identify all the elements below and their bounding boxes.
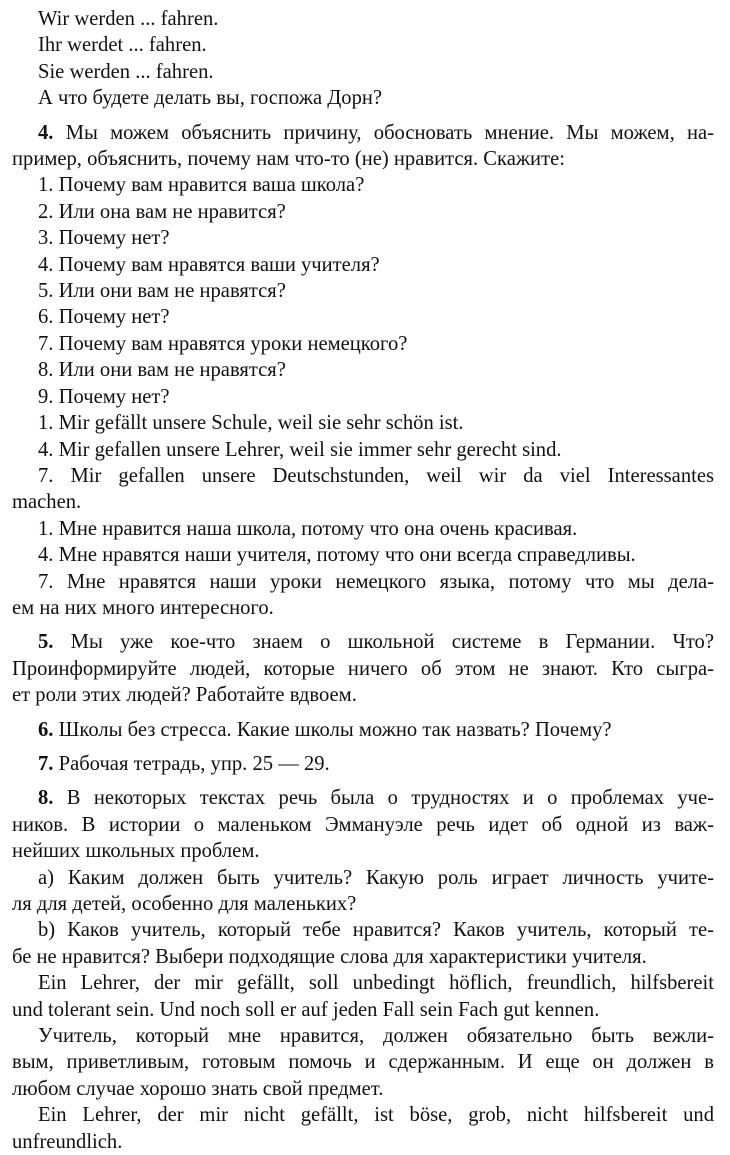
text-line: любом случае хорошо знать свой предмет. bbox=[12, 1077, 384, 1100]
text-line: Sie werden ... fahren. bbox=[38, 60, 214, 83]
exercise-7-line bbox=[12, 751, 714, 777]
answer-line: ем на них много интересного. bbox=[12, 596, 274, 619]
exercise-4-line bbox=[12, 120, 714, 146]
text-line: А что будете делать вы, госпожа Дорн? bbox=[38, 87, 383, 110]
answer-line: 7. Mir gefallen unsere Deutschstunden, weil wir da viel Interessantes bbox=[38, 464, 714, 487]
question-line: 6. Почему нет? bbox=[38, 306, 170, 329]
text-line: В некоторых текстах речь была о трудностях и о проблемах уче- bbox=[66, 787, 714, 810]
text-line: Ein Lehrer, der mir gefällt, soll unbedingt höflich, freundlich, hilfsbereit bbox=[38, 972, 714, 995]
text-line: b) Каков учитель, который тебе нравится? Каков учитель, который те- bbox=[38, 919, 714, 942]
exercise-number: 7. bbox=[38, 752, 54, 775]
exercise-6-line bbox=[12, 717, 714, 743]
answer-line: 4. Mir gefallen unsere Lehrer, weil sie immer sehr gerecht sind. bbox=[38, 438, 562, 461]
exercise-number: 6. bbox=[38, 718, 54, 741]
question-line: 2. Или она вам не нравится? bbox=[38, 200, 286, 223]
exercise-number: 4. bbox=[38, 121, 54, 144]
text-line: Учитель, который мне нравится, должен обязательно быть вежли- bbox=[38, 1025, 714, 1048]
question-line: 4. Почему вам нравятся ваши учителя? bbox=[38, 253, 380, 276]
answer-line: 4. Мне нравятся наши учителя, потому что они всегда справедливы. bbox=[38, 544, 636, 567]
answer-line: 1. Mir gefällt unsere Schule, weil sie sehr schön ist. bbox=[38, 412, 464, 435]
text-line: a) Каким должен быть учитель? Какую роль играет личность учите- bbox=[38, 866, 714, 889]
exercise-5-line bbox=[12, 629, 714, 655]
text-line: Проинформируйте людей, которые ничего об этом не знают. Кто сыгра- bbox=[12, 657, 714, 680]
exercise-number: 8. bbox=[38, 787, 54, 810]
exercise-number: 5. bbox=[38, 631, 54, 654]
text-line: ет роли этих людей? Работайте вдвоем. bbox=[12, 684, 357, 707]
text-line: Мы уже кое-что знаем о школьной системе в Германии. Что? bbox=[70, 631, 714, 654]
text-line: Ein Lehrer, der mir nicht gefällt, ist böse, grob, nicht hilfsbereit und bbox=[38, 1104, 714, 1127]
question-line: 7. Почему вам нравятся уроки немецкого? bbox=[38, 332, 408, 355]
answer-line: 7. Мне нравятся наши уроки немецкого языка, потому что мы дела- bbox=[38, 570, 714, 593]
question-line: 1. Почему вам нравится ваша школа? bbox=[38, 174, 365, 197]
text-line: ля для детей, особенно для маленьких? bbox=[12, 893, 357, 915]
text-line: Школы без стресса. Какие школы можно так назвать? Почему? bbox=[58, 718, 612, 741]
text-line: Мы можем объяснить причину, обосновать мнение. Мы можем, на- bbox=[65, 121, 714, 144]
exercise-8-line bbox=[12, 785, 714, 811]
question-line: 3. Почему нет? bbox=[38, 227, 170, 250]
question-line: 8. Или они вам не нравятся? bbox=[38, 359, 286, 382]
text-line: und tolerant sein. Und noch soll er auf jeden Fall sein Fach gut kennen. bbox=[12, 998, 600, 1021]
text-line: Wir werden ... fahren. bbox=[38, 8, 219, 30]
question-line: 9. Почему нет? bbox=[38, 385, 170, 408]
text-line: бе не нравится? Выбери подходящие слова для характеристики учителя. bbox=[12, 945, 647, 968]
text-line: Ihr werdet ... fahren. bbox=[38, 34, 207, 57]
text-line: Рабочая тетрадь, упр. 25 — 29. bbox=[58, 752, 330, 775]
question-line: 5. Или они вам не нравятся? bbox=[38, 280, 286, 303]
text-line: нейших школьных проблем. bbox=[12, 840, 260, 863]
text-line: unfreundlich. bbox=[12, 1130, 123, 1153]
text-line: ников. В истории о маленьком Эммануэле речь идет об одной из важ- bbox=[12, 813, 714, 836]
text-line: пример, объяснить, почему нам что-то (не) нравится. Скажите: bbox=[12, 148, 565, 171]
text-line: вым, приветливым, готовым помочь и сдержанным. И еще он должен в bbox=[12, 1051, 714, 1074]
answer-line: 1. Мне нравится наша школа, потому что она очень красивая. bbox=[38, 517, 578, 540]
answer-line: machen. bbox=[12, 491, 82, 514]
